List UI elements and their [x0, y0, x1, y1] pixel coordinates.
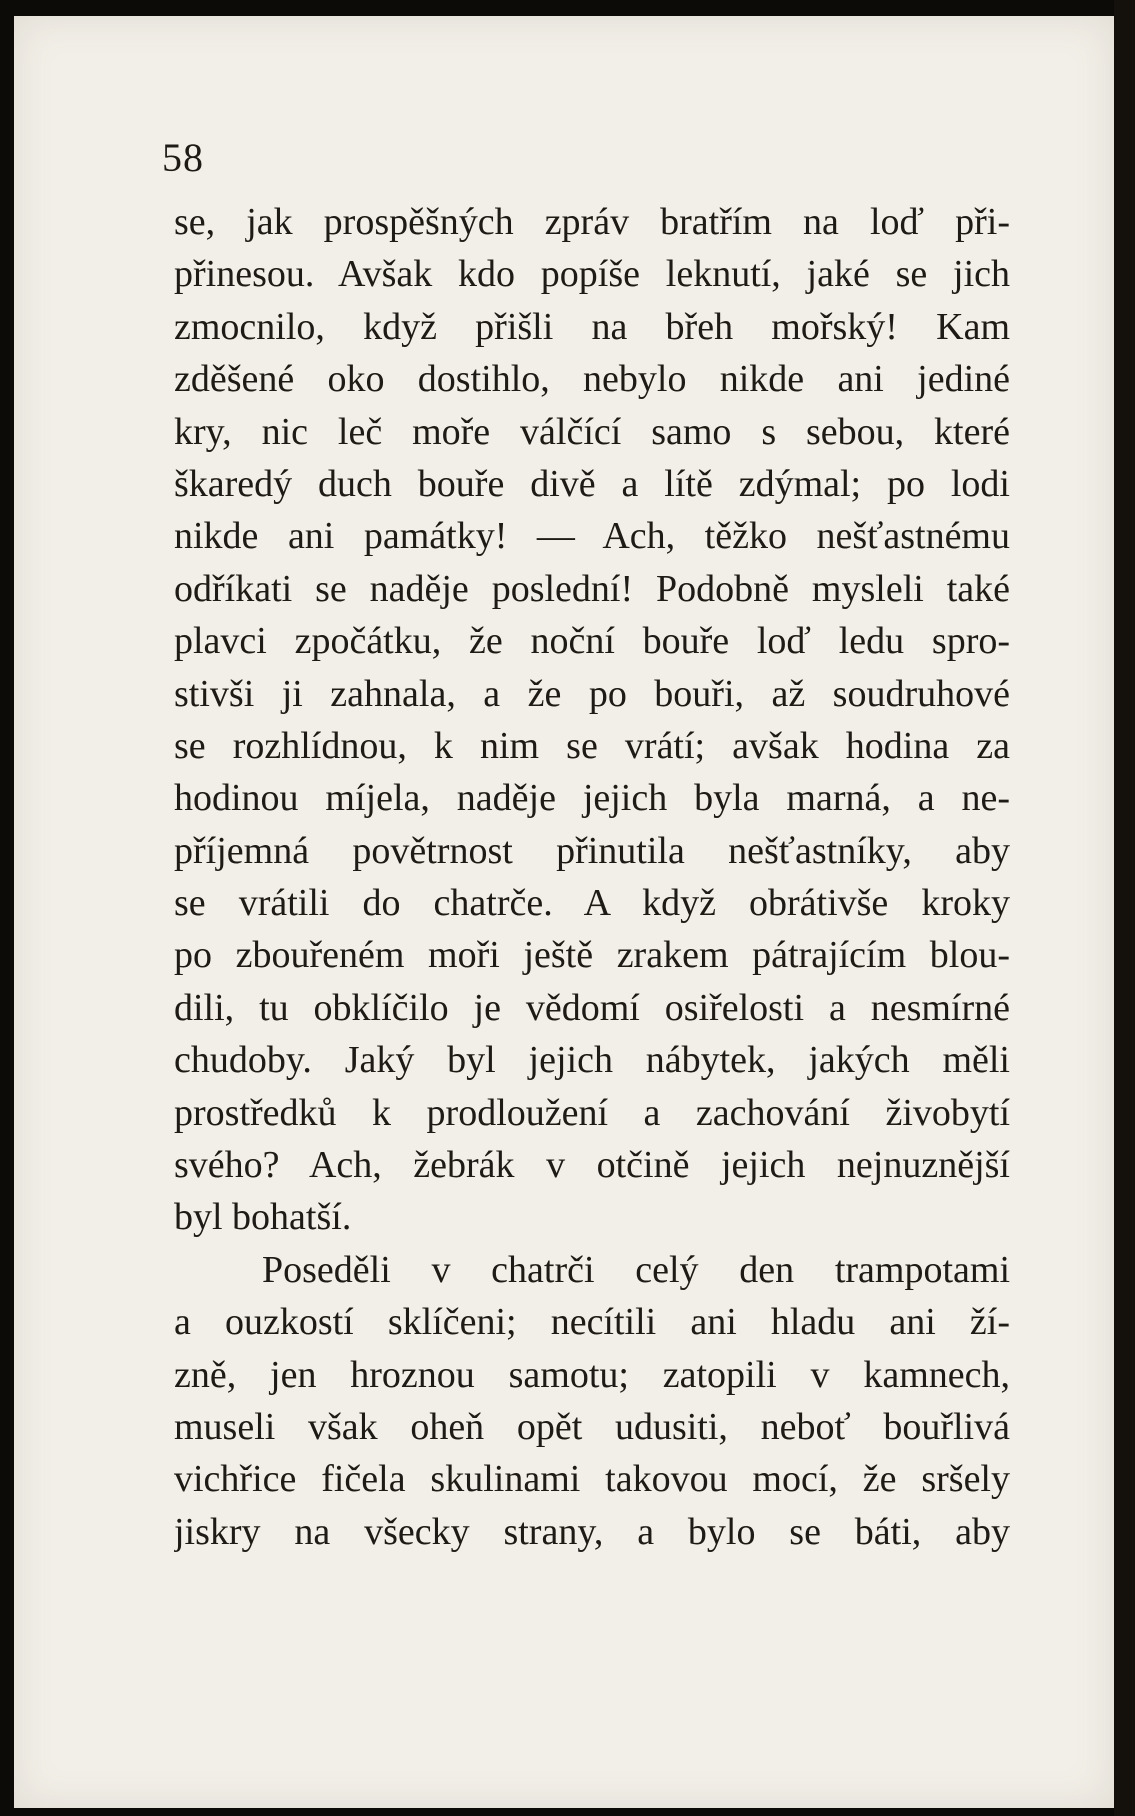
text-line: plavci zpočátku, že noční bouře loď ledu spro-	[174, 620, 1010, 663]
text-line: škaredý duch bouře divě a lítě zdýmal; po lodi	[174, 462, 1010, 505]
text-line: museli však oheň opět udusiti, neboť bouřlivá	[174, 1405, 1010, 1448]
text-line: prostředků k prodloužení a zachování živobytí	[174, 1091, 1010, 1134]
text-line: odříkati se naděje poslední! Podobně mysleli také	[174, 567, 1010, 610]
text-line: dili, tu obklíčilo je vědomí osiřelosti a nesmírné	[174, 986, 1010, 1029]
text-line: vichřice fičela skulinami takovou mocí, že sršely	[174, 1458, 1010, 1501]
book-page	[14, 16, 1114, 1808]
text-line: byl bohatší.	[174, 1196, 352, 1239]
text-line: a ouzkostí sklíčeni; necítili ani hladu ani ží-	[174, 1301, 1010, 1344]
text-line: kry, nic leč moře válčící samo s sebou, které	[174, 410, 1010, 453]
text-line: zmocnilo, když přišli na břeh mořský! Kam	[174, 305, 1010, 348]
text-line: nikde ani památky! — Ach, těžko nešťastnému	[174, 515, 1010, 558]
text-line: Poseděli v chatrči celý den trampotami	[262, 1248, 1010, 1291]
text-line: po zbouřeném moři ještě zrakem pátrajícím blou-	[174, 934, 1010, 977]
body-text	[174, 196, 1010, 1558]
book-edge	[1114, 0, 1135, 1816]
text-line: chudoby. Jaký byl jejich nábytek, jakých měli	[174, 1039, 1010, 1082]
text-line: jiskry na všecky strany, a bylo se báti, aby	[174, 1510, 1010, 1553]
text-line: se, jak prospěšných zpráv bratřím na loď při-	[174, 201, 1010, 243]
text-line: svého? Ach, žebrák v otčině jejich nejnuznější	[174, 1144, 1010, 1187]
text-line: se vrátili do chatrče. A když obrátivše kroky	[174, 882, 1010, 925]
text-line: přinesou. Avšak kdo popíše leknutí, jaké se jich	[174, 253, 1010, 296]
text-line: hodinou míjela, naděje jejich byla marná, a ne-	[174, 777, 1010, 820]
page-number: 58	[162, 135, 204, 180]
text-line: se rozhlídnou, k nim se vrátí; avšak hodina za	[174, 724, 1010, 767]
text-line: zděšené oko dostihlo, nebylo nikde ani jediné	[174, 358, 1010, 401]
text-line: zně, jen hroznou samotu; zatopili v kamnech,	[174, 1353, 1010, 1396]
text-line: příjemná povětrnost přinutila nešťastníky, aby	[174, 829, 1010, 872]
text-line: stivši ji zahnala, a že po bouři, až soudruhové	[174, 672, 1010, 715]
